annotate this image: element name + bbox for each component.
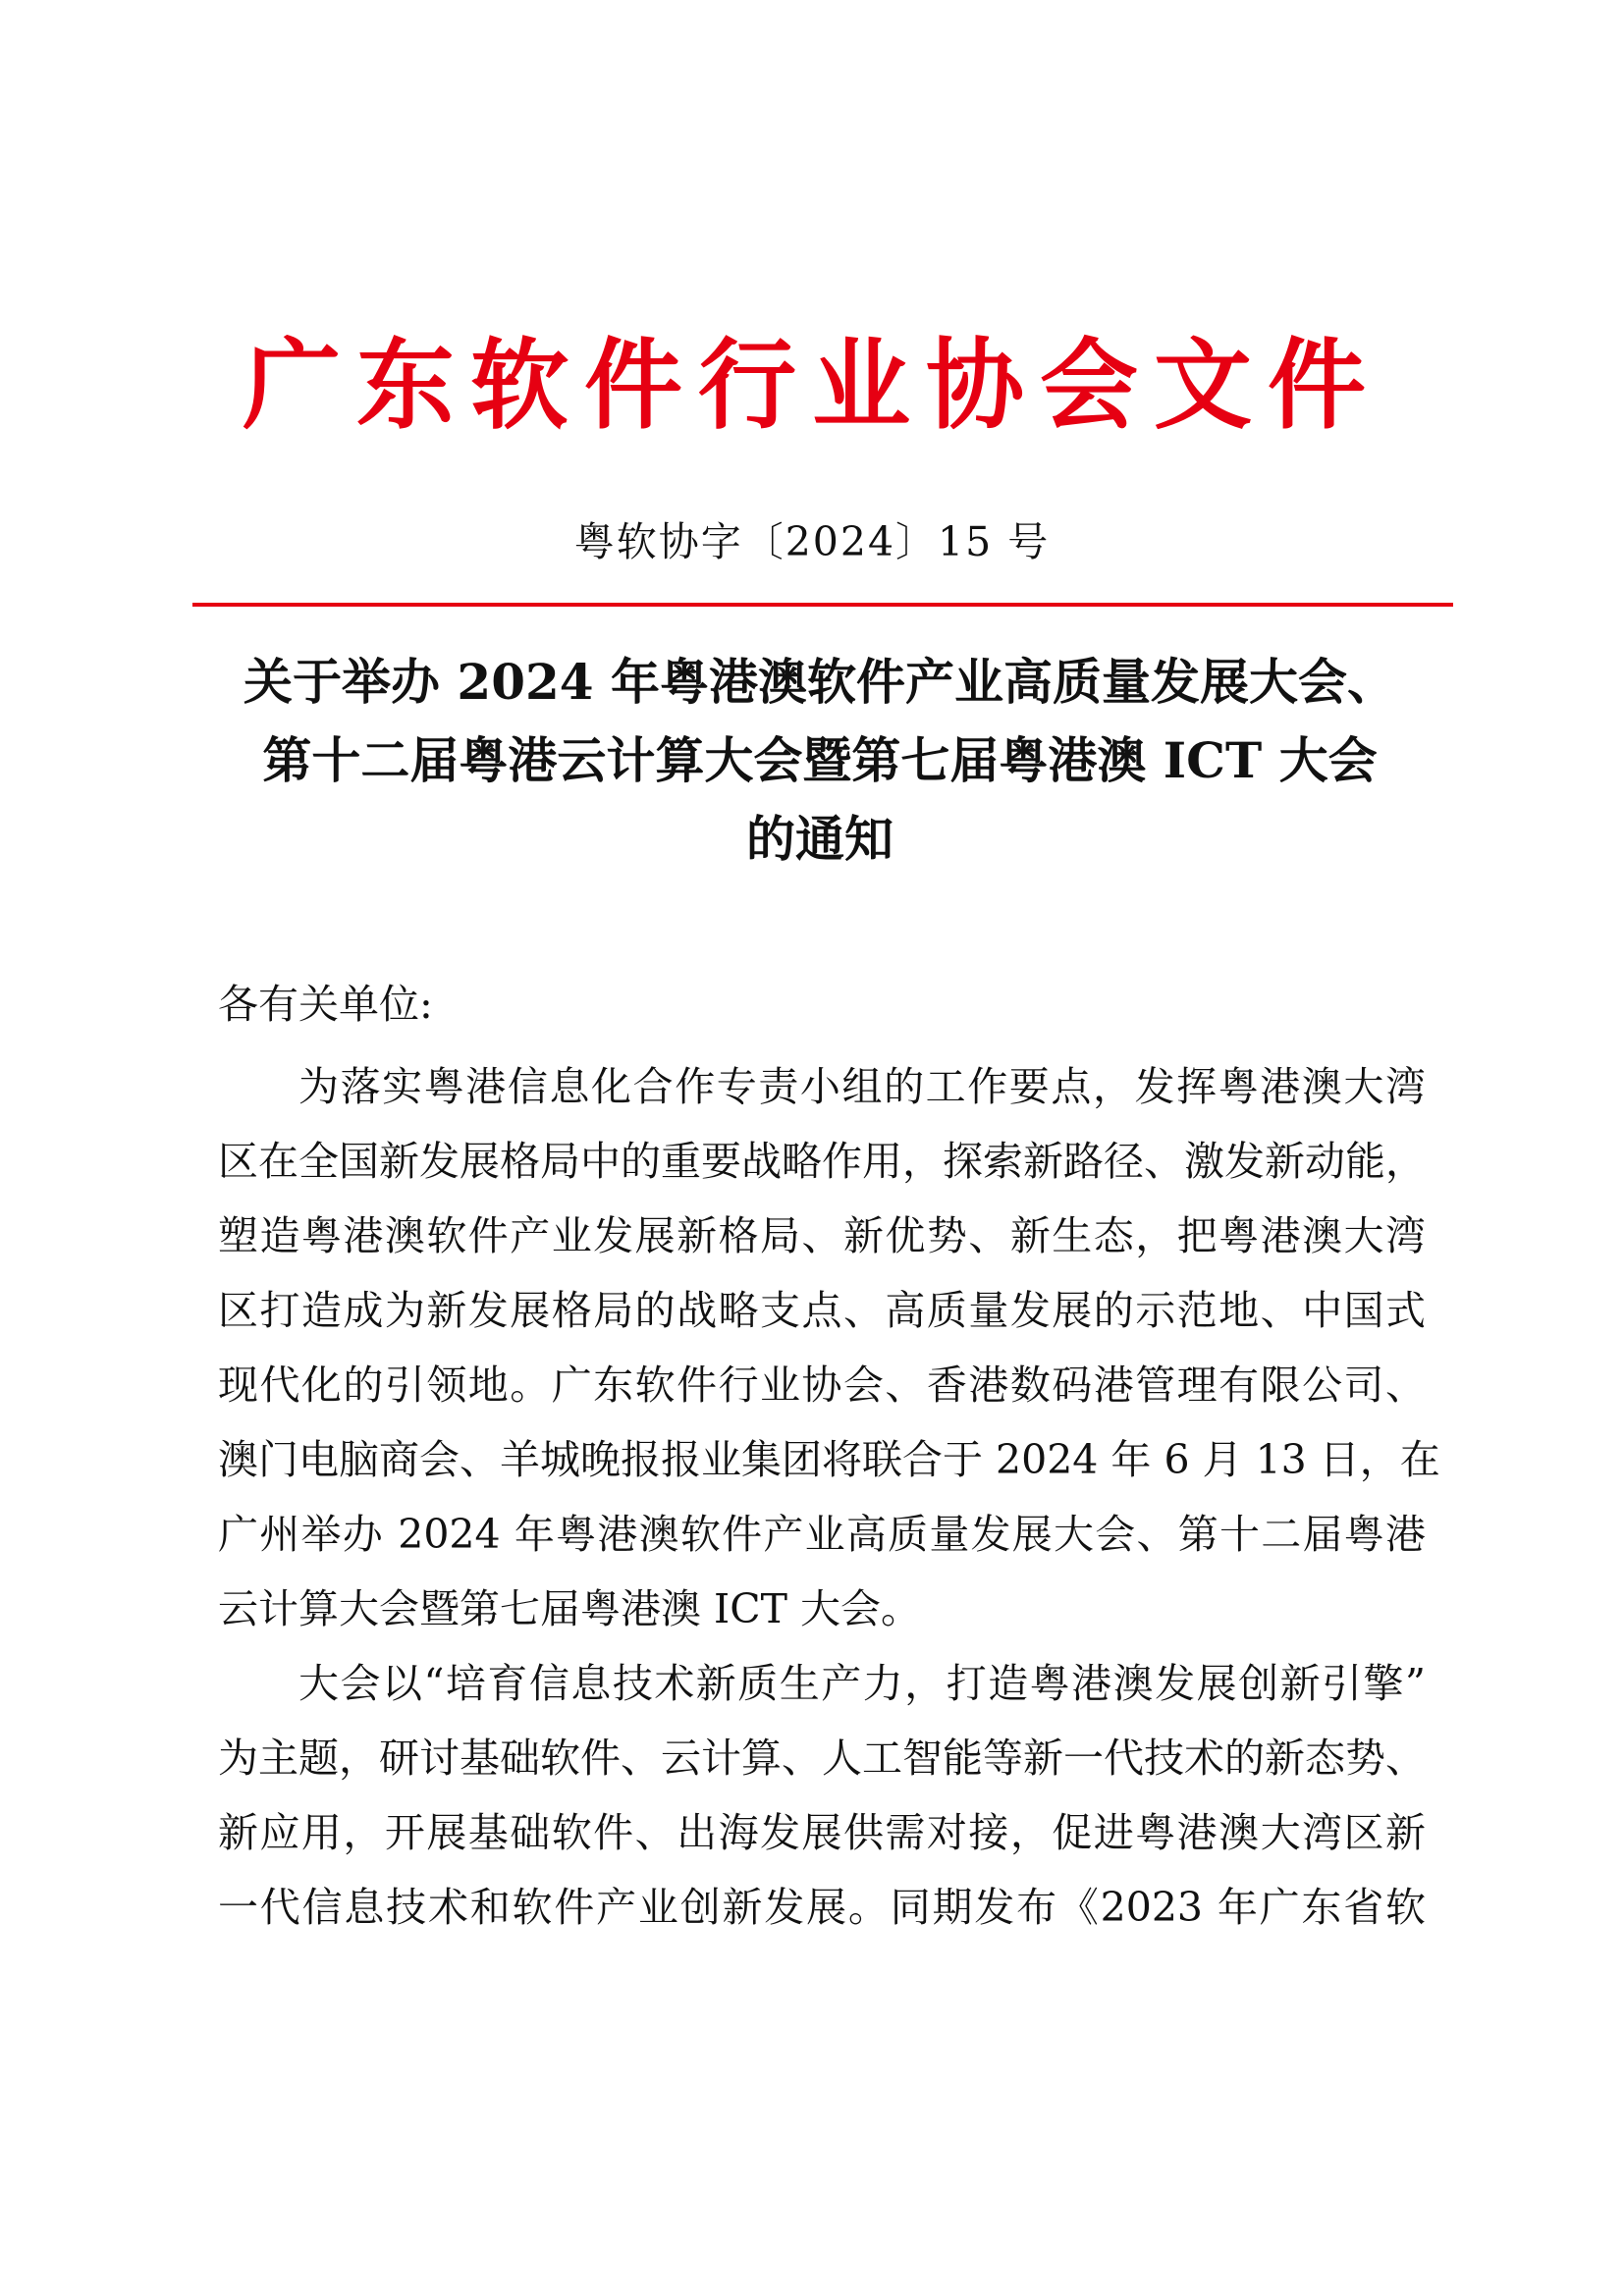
title-line: 的通知	[746, 810, 893, 868]
paragraph-2-line: 为主题，研讨基础软件、云计算、人工智能等新一代技术的新态势、	[218, 1735, 1426, 1782]
paragraph-1-line: 塑造粤港澳软件产业发展新格局、新优势、新生态，把粤港澳大湾	[218, 1212, 1426, 1259]
title-line: 第十二届粤港云计算大会暨第七届粤港澳 ICT 大会	[262, 731, 1378, 789]
paragraph-2-line: 大会以“培育信息技术新质生产力，打造粤港澳发展创新引擎”	[298, 1660, 1426, 1707]
paragraph-2-line: 一代信息技术和软件产业创新发展。同期发布《2023 年广东省软	[218, 1884, 1426, 1931]
red-divider	[192, 603, 1453, 607]
org-header: 广东软件行业协会文件	[243, 328, 1381, 443]
body-text	[218, 1049, 1440, 1945]
document-title	[206, 643, 1434, 879]
paragraph-1-line: 广州举办 2024 年粤港澳软件产业高质量发展大会、第十二届粤港	[218, 1511, 1426, 1558]
document-number: 粤软协字〔2024〕15 号	[573, 518, 1051, 565]
paragraph-1-line: 为落实粤港信息化合作专责小组的工作要点，发挥粤港澳大湾	[298, 1063, 1426, 1110]
paragraph-2-line: 新应用，开展基础软件、出海发展供需对接，促进粤港澳大湾区新	[218, 1809, 1426, 1856]
paragraph-1-line: 区在全国新发展格局中的重要战略作用，探索新路径、激发新动能，	[218, 1138, 1426, 1185]
salutation: 各有关单位:	[218, 981, 433, 1028]
paragraph-1-line: 澳门电脑商会、羊城晚报报业集团将联合于 2024 年 6 月 13 日，在	[218, 1436, 1440, 1483]
paragraph-1-line: 云计算大会暨第七届粤港澳 ICT 大会。	[218, 1585, 921, 1632]
title-line: 关于举办 2024 年粤港澳软件产业高质量发展大会、	[244, 653, 1396, 711]
paragraph-1-line: 现代化的引领地。广东软件行业协会、香港数码港管理有限公司、	[218, 1362, 1426, 1409]
paragraph-1-line: 区打造成为新发展格局的战略支点、高质量发展的示范地、中国式	[218, 1287, 1426, 1334]
